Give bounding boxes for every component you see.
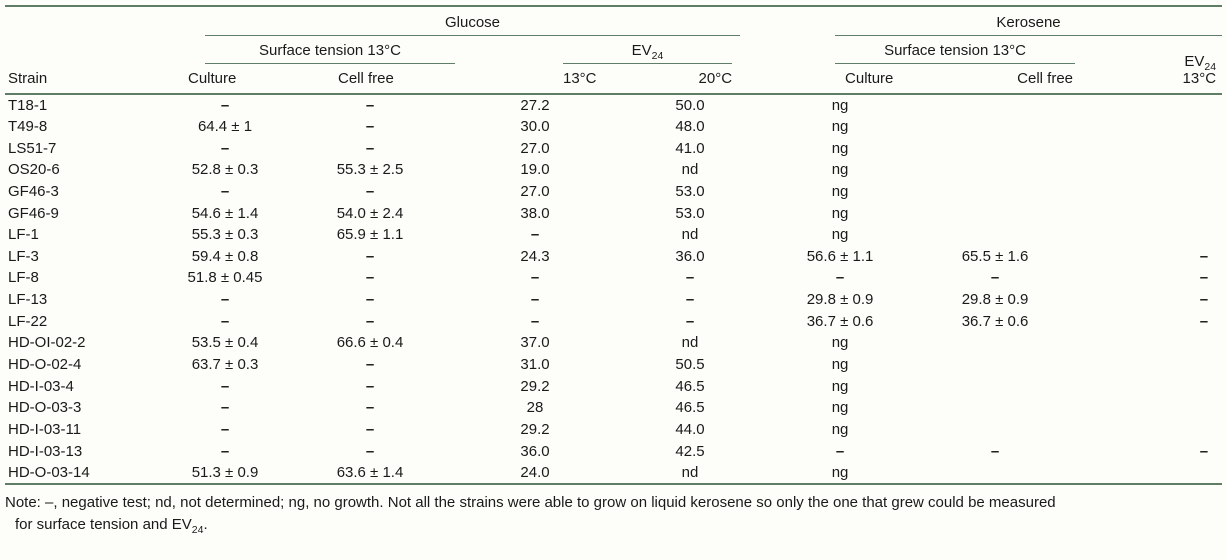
cell-glucose-cell-free: – <box>365 139 375 157</box>
cell-glucose-cell-free: – <box>365 312 375 330</box>
cell-glucose-ev-13c: 27.0 <box>520 182 550 200</box>
cell-glucose-ev-13c: 31.0 <box>520 356 550 373</box>
cell-kerosene-ev-13c <box>1075 332 1222 354</box>
cell-kerosene-ev-13c <box>1075 419 1222 441</box>
table-row <box>5 94 1222 116</box>
cell-glucose-ev-13c: 30.0 <box>520 117 550 135</box>
cell-glucose-cell-free: 63.6 ± 1.4 <box>336 463 404 481</box>
table-row <box>5 116 1222 138</box>
cell-glucose-ev-20c: nd <box>681 161 699 179</box>
column-header-glucose-culture: Culture <box>188 70 237 87</box>
table-row <box>5 419 1222 441</box>
cell-strain: LS51-7 <box>8 139 57 157</box>
subgroup-label-glucose-ev24 <box>563 42 732 64</box>
cell-glucose-cell-free: – <box>365 117 375 135</box>
cell-glucose-ev-20c: nd <box>681 463 699 481</box>
ev-label: EV <box>171 515 192 533</box>
cell-glucose-ev-13c: 28 <box>526 399 544 417</box>
cell-kerosene-cell-free <box>915 375 1075 397</box>
cell-glucose-ev-20c: 50.0 <box>675 96 705 114</box>
cell-glucose-culture: 51.3 ± 0.9 <box>191 463 259 481</box>
ev-label: EV <box>631 42 652 59</box>
cell-strain: HD-I-03-4 <box>8 377 74 395</box>
column-header-glucose-cell-free: Cell free <box>338 70 394 87</box>
cell-strain: LF-13 <box>8 291 48 309</box>
cell-kerosene-culture: ng <box>831 463 849 481</box>
cell-glucose-ev-20c: – <box>685 269 695 287</box>
header-row-subgroups <box>5 36 1222 64</box>
column-header-glucose-ev-13c: 13°C <box>563 70 597 87</box>
cell-kerosene-ev-13c: – <box>1199 291 1209 309</box>
group-header-kerosene <box>765 6 1222 36</box>
cell-glucose-culture: – <box>220 182 230 200</box>
table-row <box>5 354 1222 376</box>
cell-kerosene-ev-13c: – <box>1199 269 1209 287</box>
cell-glucose-ev-13c: – <box>530 226 540 244</box>
cell-kerosene-cell-free <box>915 116 1075 138</box>
cell-kerosene-culture: ng <box>831 139 849 157</box>
column-header-strain: Strain <box>8 70 48 87</box>
cell-glucose-cell-free: – <box>365 399 375 417</box>
note-line-2-text: for surface tension and <box>15 515 172 533</box>
cell-strain: HD-O-03-14 <box>8 463 90 481</box>
cell-glucose-cell-free: – <box>365 269 375 287</box>
cell-glucose-ev-13c: – <box>530 312 540 330</box>
cell-strain: T49-8 <box>8 117 48 135</box>
cell-kerosene-ev-13c <box>1075 202 1222 224</box>
cell-kerosene-ev-13c <box>1075 181 1222 203</box>
cell-glucose-culture: 54.6 ± 1.4 <box>191 204 259 222</box>
cell-glucose-ev-20c: 46.5 <box>675 399 705 417</box>
cell-glucose-ev-20c: 42.5 <box>675 442 705 460</box>
cell-kerosene-culture: 36.7 ± 0.6 <box>806 312 874 330</box>
table-row <box>5 159 1222 181</box>
ev-subscript: 24 <box>191 523 204 536</box>
note-line-2 <box>5 514 1222 536</box>
cell-glucose-ev-13c: 29.2 <box>520 420 550 438</box>
kerosene-ev24-temp-label: 13°C <box>1182 70 1217 87</box>
table-row <box>5 397 1222 419</box>
cell-glucose-cell-free: 54.0 ± 2.4 <box>336 204 404 222</box>
cell-kerosene-culture: ng <box>831 161 849 179</box>
cell-glucose-ev-20c: 36.0 <box>675 247 705 265</box>
cell-glucose-ev-20c: – <box>685 312 695 330</box>
table-row <box>5 310 1222 332</box>
cell-glucose-ev-13c: 27.0 <box>520 139 550 157</box>
cell-glucose-culture: – <box>220 399 230 417</box>
table-row <box>5 462 1222 484</box>
cell-kerosene-ev-13c: – <box>1199 247 1209 265</box>
cell-glucose-ev-13c: 24.3 <box>520 247 550 265</box>
cell-strain: LF-22 <box>8 312 48 330</box>
cell-kerosene-ev-13c <box>1075 137 1222 159</box>
cell-kerosene-ev-13c <box>1075 159 1222 181</box>
cell-kerosene-cell-free <box>915 419 1075 441</box>
cell-kerosene-culture: 29.8 ± 0.9 <box>806 291 874 309</box>
cell-kerosene-ev-13c <box>1075 224 1222 246</box>
note-period: . <box>203 515 208 533</box>
cell-kerosene-culture: ng <box>831 377 849 395</box>
cell-kerosene-culture: ng <box>831 334 849 352</box>
cell-kerosene-cell-free: – <box>990 442 1000 460</box>
cell-glucose-culture: 52.8 ± 0.3 <box>191 161 259 179</box>
cell-glucose-culture: 59.4 ± 0.8 <box>191 247 259 265</box>
cell-kerosene-culture: – <box>835 442 845 460</box>
cell-glucose-culture: 55.3 ± 0.3 <box>191 226 259 244</box>
header-row-groups <box>5 6 1222 36</box>
results-table <box>5 5 1222 485</box>
cell-kerosene-cell-free: 29.8 ± 0.9 <box>961 291 1029 309</box>
cell-strain: OS20-6 <box>8 161 60 179</box>
cell-glucose-ev-13c: – <box>530 269 540 287</box>
cell-kerosene-ev-13c <box>1075 462 1222 484</box>
cell-glucose-ev-20c: nd <box>681 226 699 244</box>
cell-glucose-ev-20c: 46.5 <box>675 377 705 395</box>
ev-label: EV <box>1184 53 1205 70</box>
cell-kerosene-culture: ng <box>831 399 849 417</box>
cell-kerosene-ev-13c <box>1075 116 1222 138</box>
cell-glucose-ev-13c: 24.0 <box>520 463 550 481</box>
column-header-glucose-ev-20c: 20°C <box>698 70 733 87</box>
table-row <box>5 224 1222 246</box>
cell-kerosene-cell-free: 36.7 ± 0.6 <box>961 312 1029 330</box>
cell-kerosene-culture: ng <box>831 226 849 244</box>
group-header-glucose <box>165 6 765 36</box>
cell-strain: HD-OI-02-2 <box>8 334 86 352</box>
subgroup-label-glucose-surface-tension: Surface tension 13°C <box>205 42 455 64</box>
cell-kerosene-cell-free <box>915 94 1075 116</box>
ev-subscript: 24 <box>651 50 664 62</box>
cell-glucose-culture: – <box>220 442 230 460</box>
cell-glucose-cell-free: – <box>365 96 375 114</box>
cell-kerosene-cell-free <box>915 202 1075 224</box>
cell-glucose-ev-13c: – <box>530 291 540 309</box>
subgroup-header-glucose-ev24 <box>455 36 765 64</box>
table-row <box>5 267 1222 289</box>
cell-glucose-ev-20c: 44.0 <box>675 420 705 438</box>
table-header <box>5 6 1222 94</box>
cell-strain: LF-8 <box>8 269 39 287</box>
column-header-kerosene-ev24-13c <box>1075 36 1222 94</box>
cell-glucose-cell-free: – <box>365 442 375 460</box>
cell-kerosene-ev-13c <box>1075 397 1222 419</box>
table-row <box>5 332 1222 354</box>
cell-kerosene-ev-13c <box>1075 94 1222 116</box>
cell-glucose-ev-13c: 37.0 <box>520 334 550 352</box>
table-row <box>5 245 1222 267</box>
cell-glucose-cell-free: – <box>365 291 375 309</box>
cell-glucose-ev-13c: 38.0 <box>520 204 550 222</box>
cell-glucose-ev-13c: 19.0 <box>520 161 550 179</box>
table-row <box>5 289 1222 311</box>
cell-kerosene-culture: ng <box>831 356 849 373</box>
ev-subscript: 24 <box>1204 61 1217 73</box>
cell-glucose-cell-free: – <box>365 182 375 200</box>
cell-kerosene-culture: ng <box>831 420 849 438</box>
cell-kerosene-cell-free <box>915 181 1075 203</box>
cell-glucose-ev-20c: nd <box>681 334 699 352</box>
note-line-1: Note: –, negative test; nd, not determined; ng, no growth. Not all the strains were able to grow on liquid kerosene so only the one that grew could be measured <box>5 493 1056 511</box>
cell-kerosene-ev-13c <box>1075 375 1222 397</box>
table-row <box>5 375 1222 397</box>
cell-glucose-culture: 51.8 ± 0.45 <box>187 269 263 287</box>
cell-kerosene-culture: ng <box>831 117 849 135</box>
group-label-kerosene: Kerosene <box>835 14 1222 36</box>
cell-kerosene-cell-free: 65.5 ± 1.6 <box>961 247 1029 265</box>
cell-kerosene-culture: 56.6 ± 1.1 <box>806 247 874 265</box>
cell-kerosene-culture: ng <box>831 96 849 114</box>
kerosene-ev24-label <box>1075 53 1217 73</box>
cell-glucose-culture: 53.5 ± 0.4 <box>191 334 259 352</box>
table-row <box>5 181 1222 203</box>
cell-strain: HD-O-03-3 <box>8 399 82 417</box>
cell-glucose-culture: – <box>220 291 230 309</box>
cell-strain: HD-I-03-11 <box>8 420 82 438</box>
table-row <box>5 202 1222 224</box>
cell-glucose-cell-free: – <box>365 420 375 438</box>
cell-kerosene-ev-13c <box>1075 354 1222 376</box>
cell-glucose-cell-free: 65.9 ± 1.1 <box>336 226 404 244</box>
cell-glucose-ev-20c: – <box>685 291 695 309</box>
cell-strain: HD-I-03-13 <box>8 442 83 460</box>
subgroup-header-kerosene-surface-tension <box>765 36 1075 64</box>
cell-kerosene-cell-free <box>915 397 1075 419</box>
cell-glucose-ev-13c: 36.0 <box>520 442 550 460</box>
cell-strain: GF46-3 <box>8 182 59 200</box>
cell-kerosene-cell-free <box>915 137 1075 159</box>
cell-glucose-culture: – <box>220 312 230 330</box>
cell-kerosene-culture: ng <box>831 204 849 222</box>
cell-strain: LF-1 <box>8 226 39 244</box>
cell-strain: T18-1 <box>8 96 48 114</box>
cell-kerosene-cell-free <box>915 159 1075 181</box>
cell-glucose-cell-free: – <box>365 247 375 265</box>
subgroup-label-kerosene-surface-tension: Surface tension 13°C <box>835 42 1075 64</box>
cell-glucose-ev-20c: 53.0 <box>675 204 705 222</box>
table-body <box>5 94 1222 484</box>
cell-glucose-culture: – <box>220 377 230 395</box>
cell-kerosene-cell-free <box>915 462 1075 484</box>
cell-kerosene-cell-free <box>915 354 1075 376</box>
table-row <box>5 440 1222 462</box>
cell-strain: LF-3 <box>8 247 39 265</box>
cell-kerosene-cell-free: – <box>990 269 1000 287</box>
header-row-columns <box>5 64 1222 94</box>
cell-kerosene-culture: ng <box>831 182 849 200</box>
cell-glucose-culture: – <box>220 96 230 114</box>
cell-strain: HD-O-02-4 <box>8 356 82 373</box>
cell-glucose-ev-20c: 41.0 <box>675 139 705 157</box>
column-header-kerosene-cell-free: Cell free <box>1017 70 1074 87</box>
table-note <box>5 492 1222 536</box>
cell-glucose-cell-free: – <box>365 356 375 373</box>
cell-kerosene-cell-free <box>915 332 1075 354</box>
cell-glucose-culture: 64.4 ± 1 <box>197 117 253 135</box>
subgroup-header-glucose-surface-tension <box>165 36 455 64</box>
cell-glucose-cell-free: 66.6 ± 0.4 <box>336 334 404 352</box>
cell-glucose-ev-20c: 50.5 <box>675 356 705 373</box>
cell-glucose-cell-free: – <box>365 377 375 395</box>
cell-kerosene-culture: – <box>835 269 845 287</box>
cell-glucose-culture: – <box>220 139 230 157</box>
cell-glucose-ev-20c: 48.0 <box>675 117 705 135</box>
table-row <box>5 137 1222 159</box>
cell-glucose-culture: – <box>220 420 230 438</box>
cell-glucose-ev-13c: 27.2 <box>520 96 550 114</box>
cell-glucose-ev-13c: 29.2 <box>520 377 550 395</box>
cell-kerosene-ev-13c: – <box>1199 442 1209 460</box>
cell-kerosene-cell-free <box>915 224 1075 246</box>
cell-kerosene-ev-13c: – <box>1199 312 1209 330</box>
group-label-glucose: Glucose <box>205 14 740 36</box>
cell-glucose-culture: 63.7 ± 0.3 <box>191 356 259 373</box>
column-header-kerosene-culture: Culture <box>845 70 894 87</box>
cell-glucose-ev-20c: 53.0 <box>675 182 705 200</box>
cell-strain: GF46-9 <box>8 204 59 222</box>
cell-glucose-cell-free: 55.3 ± 2.5 <box>336 161 404 179</box>
